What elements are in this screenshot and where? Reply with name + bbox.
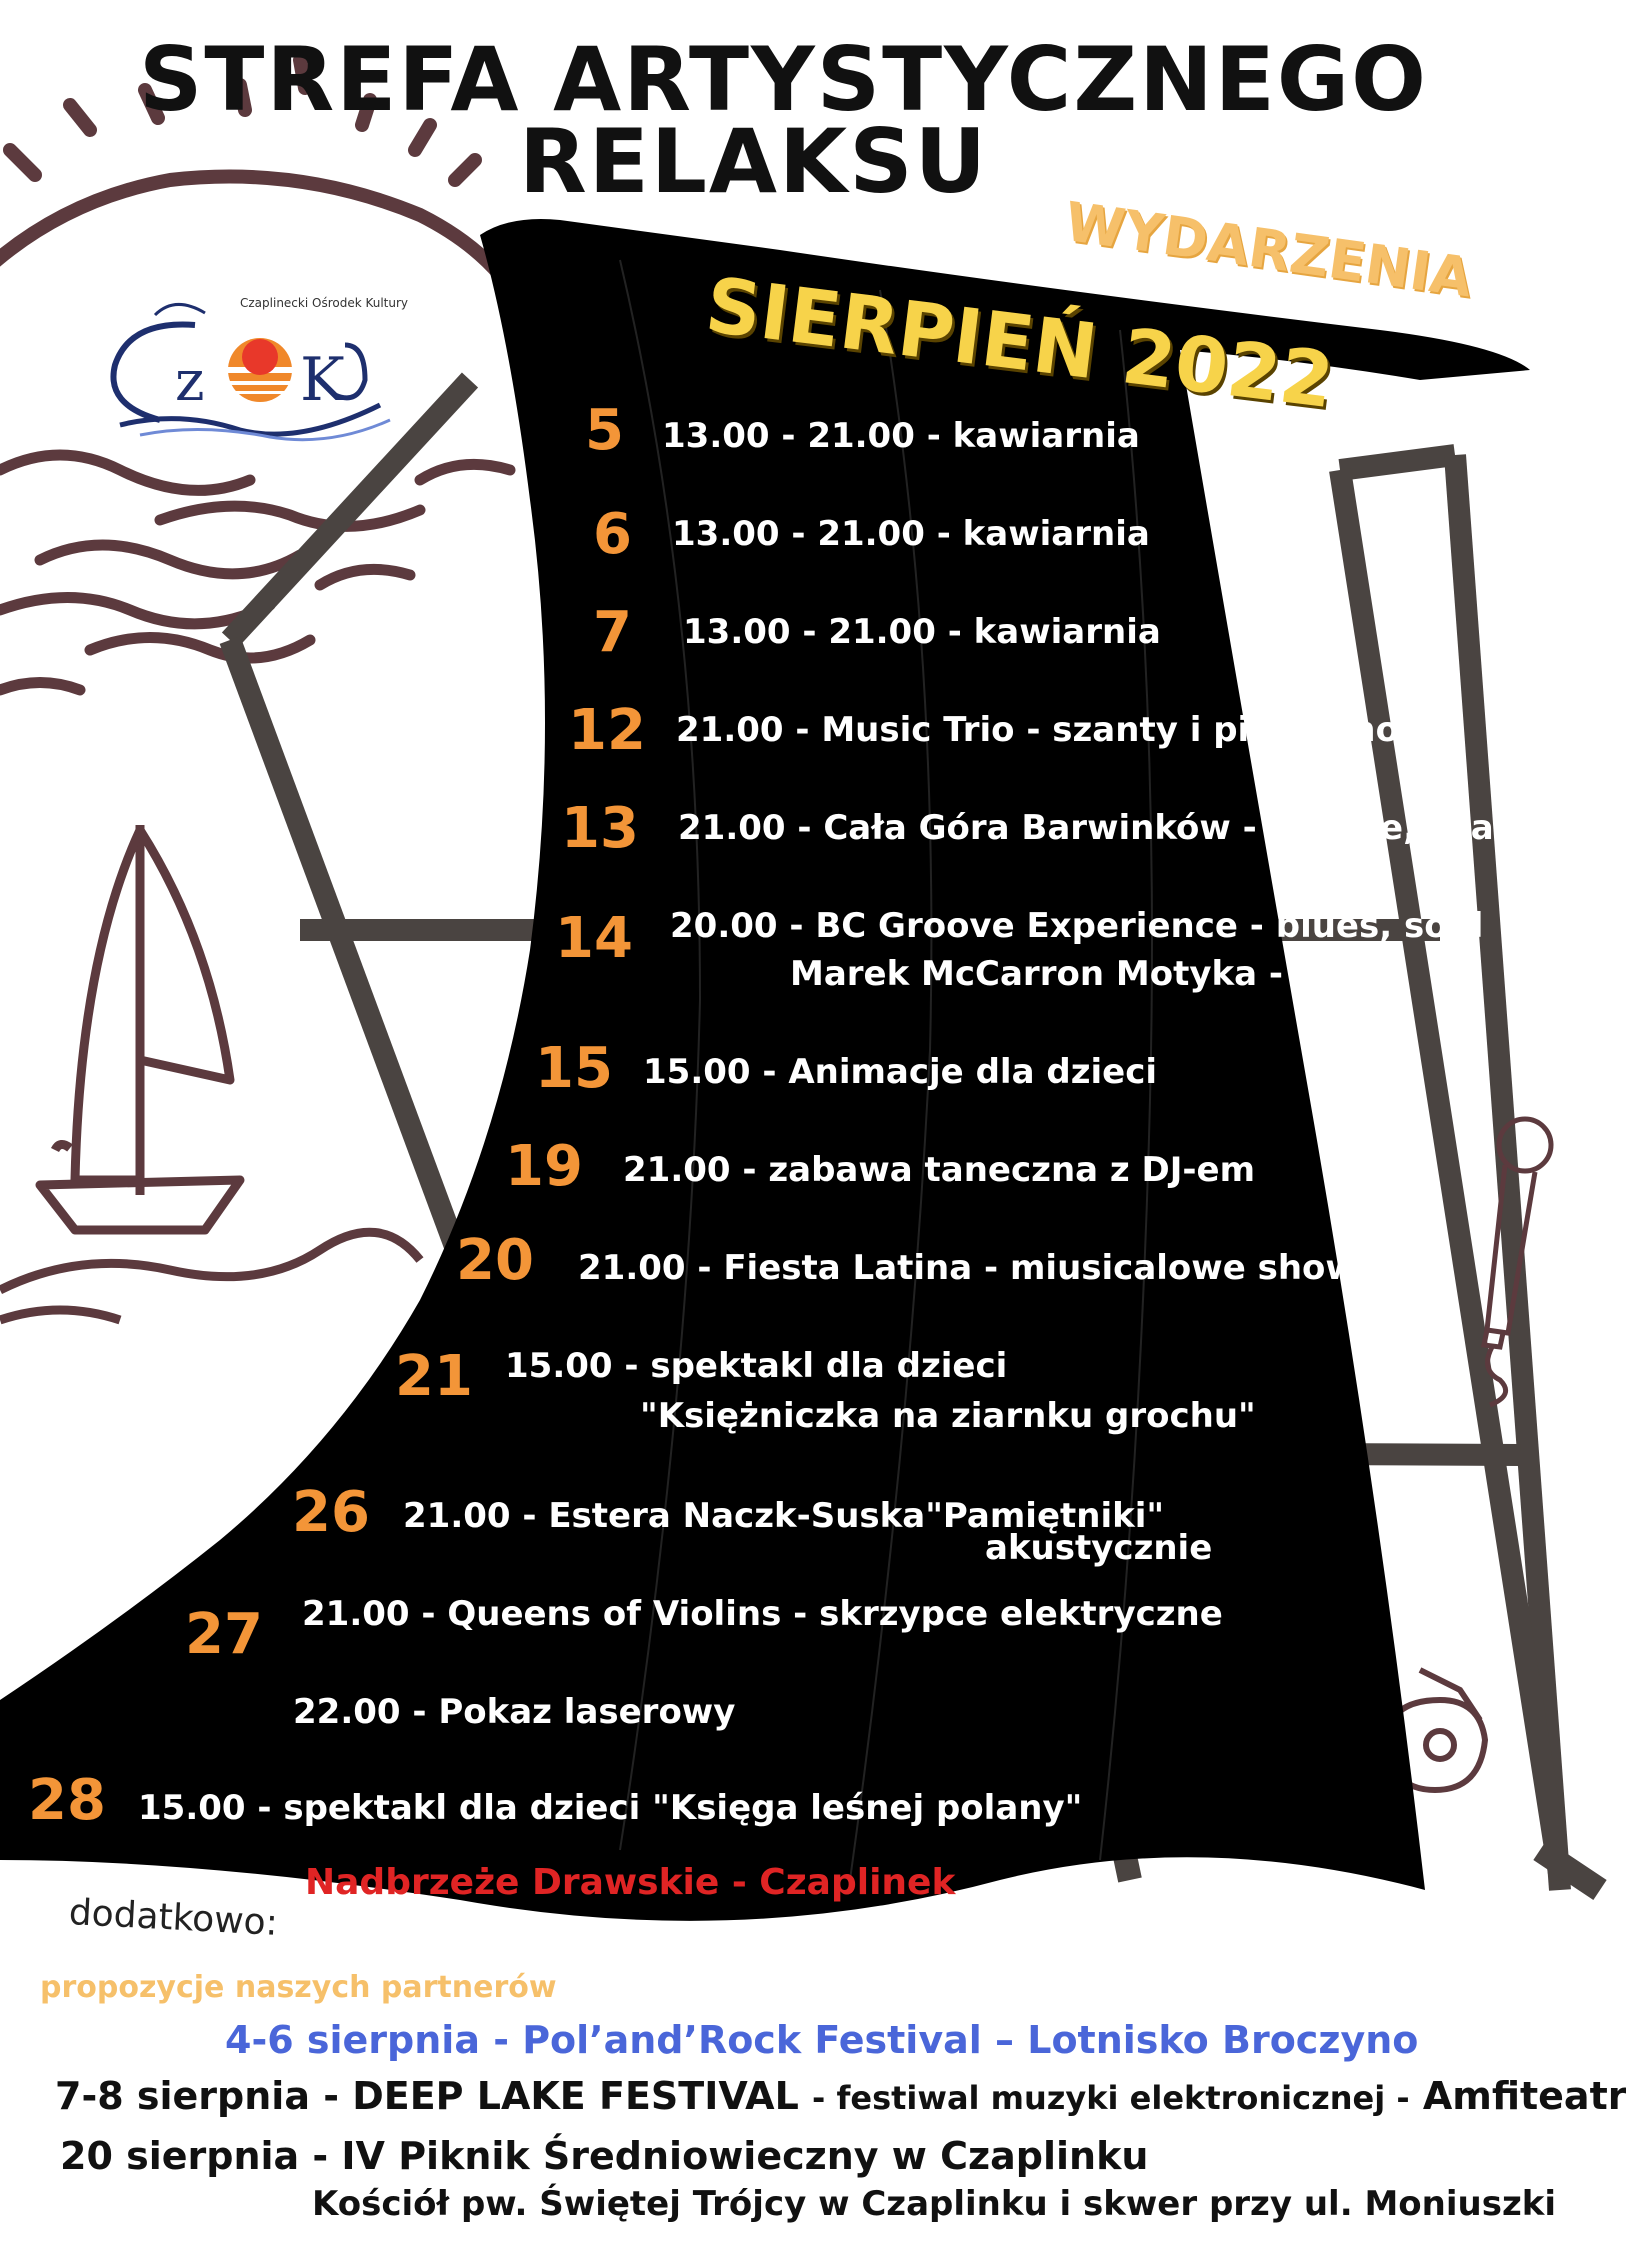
event-text: Marek McCarron Motyka - blues [790, 954, 1399, 994]
event-text: 13.00 - 21.00 - kawiarnia [662, 416, 1140, 456]
event-day: 21 [395, 1344, 473, 1409]
event-text: 20.00 - BC Groove Experience - blues, soul [670, 906, 1484, 946]
event-day: 14 [555, 906, 633, 971]
event-day: 13 [561, 796, 639, 861]
title-line-2: RELAKSU [518, 110, 989, 213]
event-day: 28 [28, 1768, 106, 1833]
additional-event-piknik: 20 sierpnia - IV Piknik Średniowieczny w Czaplinku [60, 2134, 1149, 2178]
additional-event-deeplake [55, 2074, 1626, 2118]
deeplake-title: 7-8 sierpnia - DEEP LAKE FESTIVAL [55, 2074, 799, 2118]
event-text: 21.00 - Queens of Violins - skrzypce elektryczne [302, 1594, 1223, 1634]
event-text: 13.00 - 21.00 - kawiarnia [683, 612, 1161, 652]
event-text: 21.00 - Fiesta Latina - miusicalowe show [578, 1248, 1357, 1288]
event-day: 12 [568, 698, 646, 763]
event-text: 21.00 - zabawa taneczna z DJ-em [623, 1150, 1256, 1190]
event-text: 21.00 - Music Trio - szanty i pieśni morza [676, 710, 1459, 750]
event-text: 21.00 - Cała Góra Barwinków - reggae, ska [678, 808, 1494, 848]
event-text: "Księżniczka na ziarnku grochu" [640, 1396, 1256, 1436]
subtitle: WYDARZENIA [1061, 190, 1476, 310]
event-day: 27 [185, 1602, 263, 1667]
additional-event-piknik-venue: Kościół pw. Świętej Trójcy w Czaplinku i skwer przy ul. Moniuszki [312, 2184, 1557, 2224]
event-day: 19 [505, 1134, 583, 1199]
svg-text:K: K [300, 345, 345, 415]
event-day: 5 [585, 398, 624, 463]
event-text: 15.00 - spektakl dla dzieci [505, 1346, 1008, 1386]
event-text: akustycznie [985, 1528, 1213, 1568]
deeplake-venue: Amfiteatr [1422, 2074, 1626, 2118]
logo-caption: Czaplinecki Ośrodek Kultury [240, 296, 409, 310]
month-heading: SIERPIEŃ 2022 [701, 260, 1339, 426]
deeplake-description: - festiwal muzyki elektronicznej - [812, 2079, 1410, 2117]
partners-heading: propozycje naszych partnerów [40, 1970, 557, 2005]
sailboat-icon [0, 825, 420, 1320]
event-day: 15 [535, 1036, 613, 1101]
event-text: 15.00 - Animacje dla dzieci [643, 1052, 1158, 1092]
venue: Nadbrzeże Drawskie - Czaplinek [305, 1862, 956, 1903]
event-text: 22.00 - Pokaz laserowy [293, 1692, 736, 1732]
event-day: 26 [292, 1480, 370, 1545]
event-text: 15.00 - spektakl dla dzieci "Księga leśnej polany" [138, 1788, 1083, 1828]
event-day: 20 [456, 1228, 534, 1293]
event-day: 7 [593, 600, 632, 665]
event-day: 6 [593, 502, 632, 567]
additional-label: dodatkowo: [67, 1892, 279, 1944]
svg-text:z: z [175, 349, 205, 414]
title-line-1: STREFA ARTYSTYCZNEGO [139, 28, 1428, 131]
event-text: 21.00 - Estera Naczk-Suska"Pamiętniki" [403, 1496, 1165, 1536]
waves-icon [0, 455, 510, 690]
event-text: 13.00 - 21.00 - kawiarnia [672, 514, 1150, 554]
additional-event-polandrock: 4-6 sierpnia - Pol’and’Rock Festival – Lotnisko Broczyno [225, 2018, 1419, 2062]
